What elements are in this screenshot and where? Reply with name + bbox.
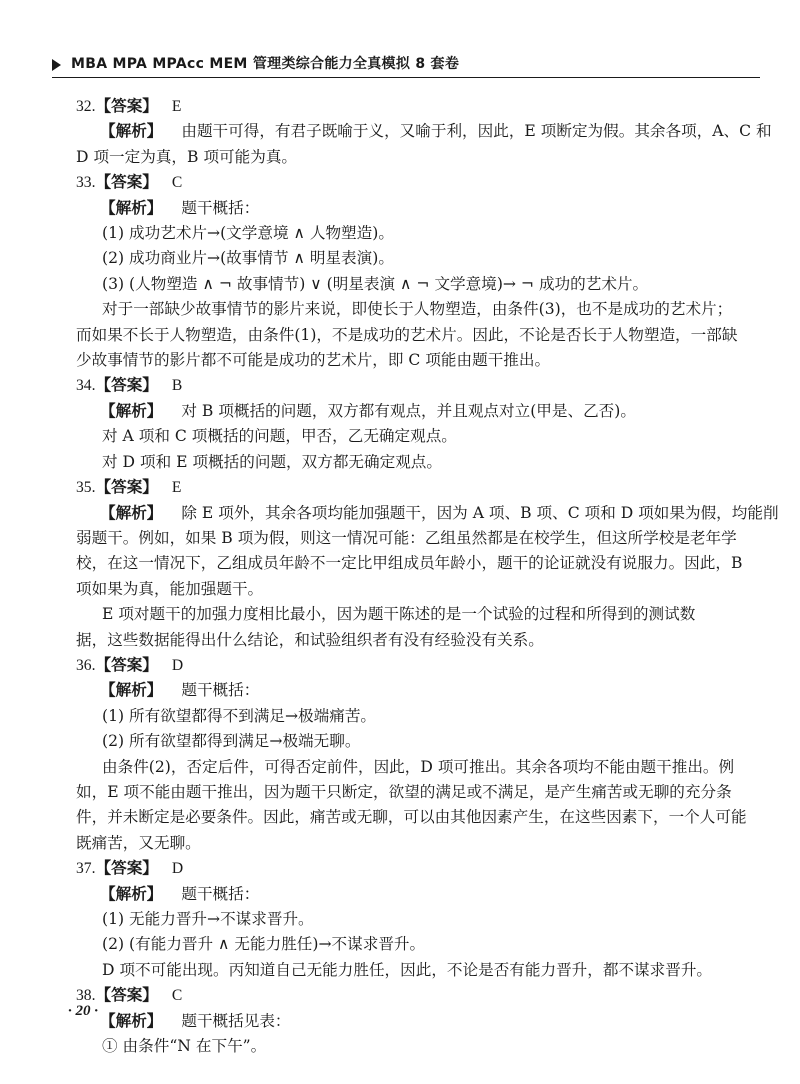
q33-paragraph-line: 而如果不长于人物塑造，由条件(1)，不是成功的艺术片。因此，不论是否长于人物塑造，一部缺 — [76, 325, 738, 344]
q32-answer-value: E — [171, 98, 182, 115]
q33-condition-1: (1) 成功艺术片→(文学意境 ∧ 人物塑造)。 — [102, 224, 394, 243]
q32-text-line: D 项一定为真，B 项可能为真。 — [76, 147, 298, 166]
q33-answer-value: C — [171, 174, 183, 192]
answer-label: 【答案】 — [95, 655, 158, 674]
q35-answer-row — [76, 475, 760, 500]
q32-analysis-line — [76, 119, 772, 144]
q34-analysis-line — [76, 399, 760, 424]
q33-condition-3: (3) (人物塑造 ∧ ¬ 故事情节) ∨ (明星表演 ∧ ¬ 文学意境)→ ¬ 成功的艺术片。 — [102, 274, 649, 293]
q32-text: 由题干可得，有君子既喻于义，又喻于利，因此，E 项断定为假。其余各项，A、C 和 — [181, 122, 772, 141]
answer-label: 【答案】 — [95, 97, 158, 115]
q36-paragraph-line: 既痛苦，又无聊。 — [76, 833, 201, 852]
q37-paragraph-line: D 项不可能出现。丙知道自己无能力胜任，因此，不论是否有能力晋升，都不谋求晋升。 — [102, 960, 713, 979]
running-header — [52, 52, 760, 78]
q38-answer-row — [76, 983, 760, 1008]
answer-content — [76, 94, 779, 1059]
analysis-label: 【解析】 — [100, 503, 163, 522]
q36-answer-row — [76, 653, 760, 678]
q38-lead: 题干概括见表： — [181, 1011, 291, 1030]
analysis-label: 【解析】 — [100, 198, 163, 217]
analysis-label: 【解析】 — [100, 681, 163, 700]
q35-number: 35. — [76, 479, 96, 497]
q36-condition-1: (1) 所有欲望都得不到满足→极端痛苦。 — [102, 706, 377, 725]
answer-label: 【答案】 — [95, 478, 158, 497]
q34-answer-row — [76, 373, 760, 398]
analysis-label: 【解析】 — [100, 1011, 163, 1030]
q37-answer-row — [76, 856, 760, 881]
q37-analysis-line — [76, 882, 760, 907]
q37-condition-1: (1) 无能力晋升→不谋求晋升。 — [102, 910, 314, 928]
q33-paragraph-line: 少故事情节的影片都不可能是成功的艺术片，即 C 项能由题干推出。 — [76, 351, 551, 370]
answer-label: 【答案】 — [95, 859, 158, 878]
q34-text-line: 对 D 项和 E 项概括的问题，双方都无确定观点。 — [102, 452, 442, 471]
q33-analysis-line — [76, 196, 760, 221]
page-number: · 20 · — [68, 1003, 98, 1019]
q33-answer-row — [76, 170, 760, 195]
q38-number: 38. — [76, 987, 96, 1005]
q34-answer-value: B — [171, 377, 183, 395]
q33-paragraph-line: 对于一部缺少故事情节的影片来说，即使长于人物塑造，由条件(3)，也不是成功的艺术片； — [102, 300, 733, 319]
analysis-label: 【解析】 — [100, 122, 163, 141]
q35-analysis-line — [76, 501, 779, 526]
q37-number: 37. — [76, 860, 96, 878]
q32-answer-row — [76, 94, 760, 119]
q36-condition-2: (2) 所有欲望都得到满足→极端无聊。 — [102, 732, 361, 751]
answer-label: 【答案】 — [95, 376, 158, 395]
q36-paragraph-line: 由条件(2)，否定后件，可得否定前件，因此，D 项可推出。其余各项均不能由题干推出。例 — [102, 757, 735, 776]
q37-condition-2: (2) (有能力晋升 ∧ 无能力胜任)→不谋求晋升。 — [102, 935, 426, 954]
q34-number: 34. — [76, 377, 96, 395]
q33-condition-2: (2) 成功商业片→(故事情节 ∧ 明星表演)。 — [102, 249, 394, 268]
q33-number: 33. — [76, 174, 96, 192]
q38-answer-value: C — [171, 987, 183, 1005]
q35-answer-value: E — [171, 479, 182, 497]
q34-text-line: 对 A 项和 C 项概括的问题，甲否，乙无确定观点。 — [102, 427, 457, 446]
q35-paragraph-line: E 项对题干的加强力度相比最小，因为题干陈述的是一个试验的过程和所得到的测试数 — [102, 605, 696, 624]
q36-number: 36. — [76, 656, 96, 674]
q37-answer-value: D — [171, 860, 184, 878]
q36-lead: 题干概括： — [181, 681, 260, 700]
q35-text-line: 校，在这一情况下，乙组成员年龄不一定比甲组成员年龄小，题干的论证就没有说服力。因此，B — [76, 554, 743, 573]
q32-number: 32. — [76, 98, 96, 115]
q37-lead: 题干概括： — [181, 884, 260, 903]
q38-condition-1: ① 由条件“N 在下午”。 — [102, 1037, 267, 1056]
q35-paragraph-line: 据，这些数据能得出什么结论，和试验组织者有没有经验没有关系。 — [76, 630, 544, 649]
q35-text-line: 项如果为真，能加强题干。 — [76, 579, 264, 598]
q38-analysis-line — [76, 1009, 760, 1034]
answer-label: 【答案】 — [95, 173, 158, 192]
answer-label: 【答案】 — [95, 986, 158, 1005]
q36-answer-value: D — [171, 656, 184, 674]
triangle-marker-icon — [52, 59, 61, 71]
q33-lead: 题干概括： — [181, 198, 260, 217]
q35-text-line: 弱题干。例如，如果 B 项为假，则这一情况可能：乙组虽然都是在校学生，但这所学校是老年学 — [76, 528, 737, 547]
q36-paragraph-line: 如，E 项不能由题干推出，因为题干只断定，欲望的满足或不满足，是产生痛苦或无聊的充分条 — [76, 782, 732, 801]
q36-analysis-line — [76, 678, 760, 703]
analysis-label: 【解析】 — [100, 884, 163, 903]
q34-text: 对 B 项概括的问题，双方都有观点，并且观点对立(甲是、乙否)。 — [181, 401, 636, 420]
analysis-label: 【解析】 — [100, 401, 163, 420]
q35-text: 除 E 项外，其余各项均能加强题干，因为 A 项、B 项、C 项和 D 项如果为假，均能削 — [181, 503, 779, 522]
header-title: MBA MPA MPAcc MEM 管理类综合能力全真模拟 8 套卷 — [71, 56, 460, 72]
q36-paragraph-line: 件，并未断定是必要条件。因此，痛苦或无聊，可以由其他因素产生，在这些因素下，一个人可能 — [76, 808, 747, 827]
